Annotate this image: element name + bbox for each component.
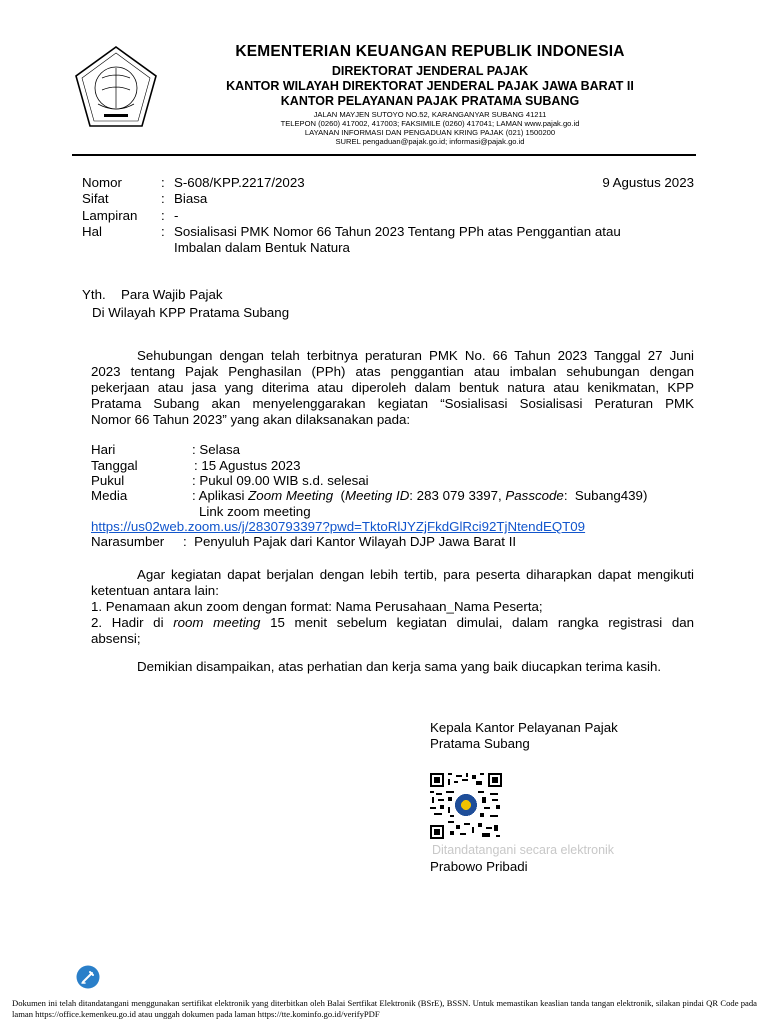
- hal-colon: :: [161, 224, 165, 239]
- letterhead-email: SUREL pengaduan@pajak.go.id; informasi@pajak.go.id: [335, 137, 525, 146]
- media-label: Media: [91, 488, 128, 503]
- signatory-title-1: Kepala Kantor Pelayanan Pajak: [430, 720, 618, 735]
- item2-prefix: 2. Hadir di: [91, 615, 174, 630]
- pukul-value: : Pukul 09.00 WIB s.d. selesai: [192, 473, 369, 488]
- meeting-id-value: : 283 079 3397,: [409, 488, 506, 503]
- item2-emphasis: room meeting: [173, 615, 261, 630]
- letterhead-directorate: DIREKTORAT JENDERAL PAJAK: [331, 64, 529, 78]
- recipient-location: Di Wilayah KPP Pratama Subang: [92, 305, 290, 320]
- narasumber-value: : Penyuluh Pajak dari Kantor Wilayah DJP Jawa Barat II: [183, 534, 517, 549]
- nomor-colon: :: [161, 175, 165, 190]
- paragraph-intro: [91, 348, 694, 428]
- tanggal-label: Tanggal: [91, 458, 138, 473]
- hari-value: : Selasa: [192, 442, 241, 457]
- condition-item-1: 1. Penamaan akun zoom dengan format: Nama Perusahaan_Nama Peserta;: [91, 599, 543, 614]
- tanggal-value: : 15 Agustus 2023: [194, 458, 301, 473]
- paragraph-conditions: [91, 567, 694, 647]
- letterhead-divider: [72, 154, 696, 156]
- sifat-value: Biasa: [174, 191, 208, 206]
- nomor-value: S-608/KPP.2217/2023: [174, 175, 305, 190]
- recipient-name: Para Wajib Pajak: [121, 287, 223, 302]
- pukul-label: Pukul: [91, 473, 125, 488]
- intro-line: Pratama Subang akan menyelenggarakan kegiatan “Sosialisasi Sosialisasi Peraturan PMK: [91, 396, 694, 411]
- passcode-label: Passcode: [505, 488, 564, 503]
- signatory-name: Prabowo Pribadi: [430, 859, 528, 874]
- media-zoom-meeting: Zoom Meeting: [248, 488, 334, 503]
- zoom-link[interactable]: https://us02web.zoom.us/j/2830793397?pwd=TktoRlJYZjFkdGlRci92TjNtendEQT09: [91, 519, 586, 534]
- intro-line: Sehubungan dengan telah terbitnya peraturan PMK No. 66 Tahun 2023 Tanggal 27 Juni: [137, 348, 694, 363]
- condition-item-2-cont: absensi;: [91, 631, 141, 646]
- nomor-label: Nomor: [82, 175, 122, 190]
- link-label: Link zoom meeting: [199, 504, 311, 519]
- signature-qr-code: [430, 773, 502, 839]
- conditions-line: Agar kegiatan dapat berjalan dengan lebih tertib, para peserta diharapkan dapat mengikuti: [137, 567, 694, 582]
- sifat-colon: :: [161, 191, 165, 206]
- lampiran-value: -: [174, 208, 179, 223]
- footer-disclaimer: Dokumen ini telah ditandatangani menggunakan sertifikat elektronik yang diterbitkan oleh Balai Sertfikat Elektronik (BSrE), BSSN. Untuk memastikan keaslian tanda tangan elektronik, silakan pindai QR Code pada laman https://office.kemenkeu.go.id atau unggah dokumen pada laman https://tte.kominfo.go.id/verifyPDF: [12, 998, 757, 1019]
- letterhead-regional-office: KANTOR WILAYAH DIREKTORAT JENDERAL PAJAK JAWA BARAT II: [226, 79, 634, 93]
- conditions-line: ketentuan antara lain:: [91, 583, 219, 598]
- media-value: [192, 488, 647, 504]
- yth-label: Yth.: [82, 287, 106, 302]
- intro-line: Nomor 66 Tahun 2023” yang akan dilaksanakan pada:: [91, 412, 411, 427]
- letterhead-ministry: KEMENTERIAN KEUANGAN REPUBLIK INDONESIA: [235, 43, 625, 60]
- lampiran-colon: :: [161, 208, 165, 223]
- media-sep: (: [333, 488, 345, 503]
- item2-suffix: 15 menit sebelum kegiatan dimulai, dalam rangka registrasi dan: [260, 615, 695, 630]
- sifat-label: Sifat: [82, 191, 109, 206]
- letter-date: 9 Agustus 2023: [602, 175, 694, 190]
- signatory-title-2: Pratama Subang: [430, 736, 530, 751]
- condition-item-2: [91, 615, 694, 631]
- bsre-badge-icon: [76, 965, 100, 989]
- narasumber-label: Narasumber: [91, 534, 165, 549]
- meeting-id-label: Meeting ID: [345, 488, 410, 503]
- passcode-value: : Subang439): [563, 488, 648, 503]
- letterhead-info: LAYANAN INFORMASI DAN PENGADUAN KRING PAJAK (021) 1500200: [304, 128, 556, 137]
- media-prefix: : Aplikasi: [192, 488, 249, 503]
- hal-value-line1: Sosialisasi PMK Nomor 66 Tahun 2023 Tentang PPh atas Penggantian atau: [174, 224, 621, 239]
- electronic-signature-mark: Ditandatangani secara elektronik: [432, 843, 615, 857]
- letterhead-address: JALAN MAYJEN SUTOYO NO.52, KARANGANYAR SUBANG 41211: [313, 110, 547, 119]
- lampiran-label: Lampiran: [82, 208, 138, 223]
- intro-line: 2023 tentang Pajak Penghasilan (PPh) atas penggantian atau imbalan sehubungan dengan: [91, 364, 694, 379]
- intro-line: pekerjaan atau jasa yang diterima atau diperoleh dalam bentuk natura atau kenikmatan, KPP: [91, 380, 694, 395]
- kemenkeu-emblem-logo: [72, 44, 160, 132]
- hal-value-line2: Imbalan dalam Bentuk Natura: [174, 240, 350, 255]
- hari-label: Hari: [91, 442, 116, 457]
- closing-sentence: Demikian disampaikan, atas perhatian dan kerja sama yang baik diucapkan terima kasih.: [137, 659, 662, 674]
- letterhead-tax-office: KANTOR PELAYANAN PAJAK PRATAMA SUBANG: [280, 94, 580, 108]
- hal-label: Hal: [82, 224, 102, 239]
- letterhead-phone: TELEPON (0260) 417002, 417003; FAKSIMILE (0260) 417041; LAMAN www.pajak.go.id: [280, 119, 580, 128]
